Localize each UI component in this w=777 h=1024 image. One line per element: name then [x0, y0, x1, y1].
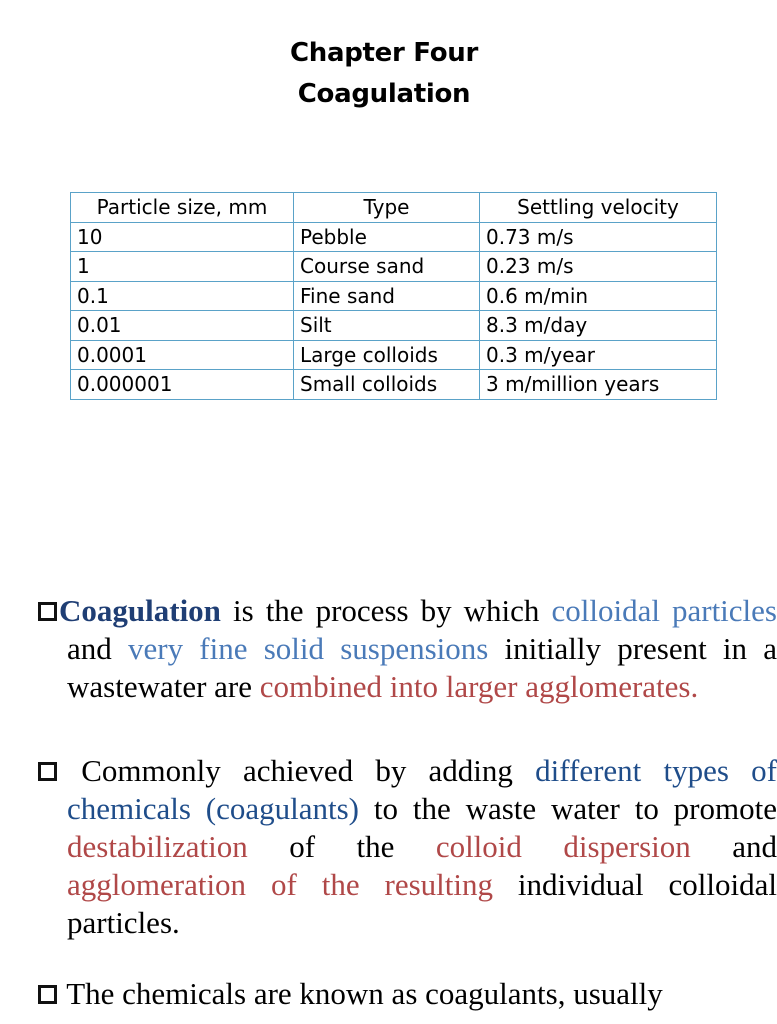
table-row: [71, 370, 717, 400]
table-row: [71, 340, 717, 370]
text-span: is the process by which: [220, 593, 552, 628]
cell-particle-size: 0.01: [71, 311, 294, 341]
highlight-fine-suspensions: very fine solid suspensions: [127, 631, 489, 666]
cell-type: Course sand: [294, 252, 480, 282]
cell-particle-size: 1: [71, 252, 294, 282]
cell-settling-velocity: 0.3 m/year: [480, 340, 717, 370]
cell-settling-velocity: 0.23 m/s: [480, 252, 717, 282]
text-span: and: [67, 631, 128, 666]
cell-settling-velocity: 0.6 m/min: [480, 281, 717, 311]
text-span: individual colloidal particles.: [67, 867, 777, 940]
chapter-title: Chapter Four: [290, 38, 478, 68]
cell-type: Fine sand: [294, 281, 480, 311]
cell-type: Pebble: [294, 222, 480, 252]
checkbox-square-icon: [38, 762, 57, 781]
text-span: of the: [247, 829, 436, 864]
term-coagulation: Coagulation: [59, 593, 221, 628]
cell-particle-size: 10: [71, 222, 294, 252]
table-row: [71, 252, 717, 282]
text-span: to the waste water to promote: [359, 791, 777, 826]
cell-settling-velocity: 3 m/million years: [480, 370, 717, 400]
table-row: [71, 222, 717, 252]
highlight-agglomeration: agglomeration of the resulting: [67, 867, 493, 902]
column-header: Type: [294, 193, 480, 223]
particle-size-table: [70, 192, 717, 400]
table-header-row: [71, 193, 717, 223]
cell-settling-velocity: 8.3 m/day: [480, 311, 717, 341]
topic-title: Coagulation: [297, 79, 471, 109]
highlight-colloid-dispersion: colloid dispersion: [435, 829, 691, 864]
column-header: Particle size, mm: [71, 193, 294, 223]
cell-type: Silt: [294, 311, 480, 341]
highlight-colloidal-particles: colloidal particles: [551, 593, 777, 628]
highlight-combined-agglomerates: combined into larger agglomerates.: [259, 669, 699, 704]
table-row: [71, 311, 717, 341]
cell-particle-size: 0.000001: [71, 370, 294, 400]
text-span: initially present in a wastewater are: [67, 631, 777, 704]
cell-type: Large colloids: [294, 340, 480, 370]
highlight-chemicals: different types of chemicals (coagulants): [67, 753, 777, 826]
text-span: and: [690, 829, 777, 864]
highlight-destabilization: destabilization: [67, 829, 248, 864]
checkbox-square-icon: [38, 602, 57, 621]
bullet-coagulants-known: [38, 975, 777, 1013]
bullet-coagulation-definition: [38, 592, 777, 706]
cell-particle-size: 0.0001: [71, 340, 294, 370]
cell-settling-velocity: 0.73 m/s: [480, 222, 717, 252]
column-header: Settling velocity: [480, 193, 717, 223]
table-row: [71, 281, 717, 311]
cell-type: Small colloids: [294, 370, 480, 400]
text-span: The chemicals are known as coagulants, usually: [59, 976, 663, 1011]
text-span: Commonly achieved by adding: [59, 753, 536, 788]
checkbox-square-icon: [38, 985, 57, 1004]
bullet-coagulants-usage: [38, 752, 777, 942]
cell-particle-size: 0.1: [71, 281, 294, 311]
